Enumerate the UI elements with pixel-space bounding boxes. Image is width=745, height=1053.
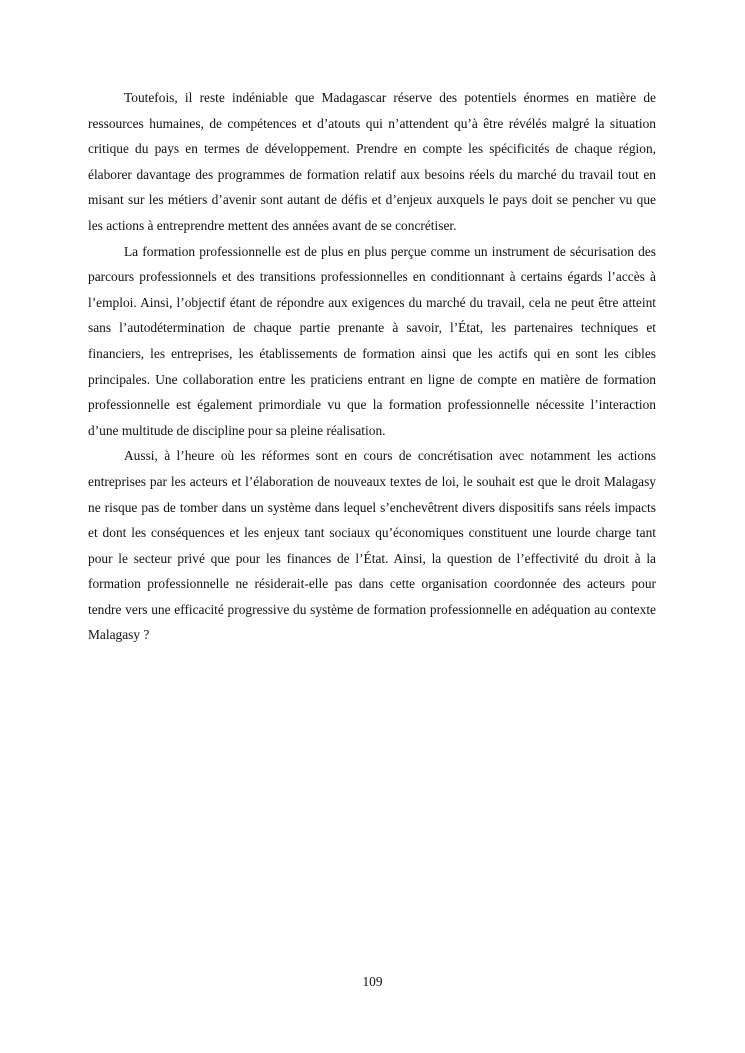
paragraph: Toutefois, il reste indéniable que Madagascar réserve des potentiels énormes en matière de ressources humaines, de compétences et d’atouts qui n’attendent qu’à être révélés malgré la situation critique du pays en termes de développement. Prendre en compte les spécificités de chaque région, élaborer davantage des programmes de formation relatif aux besoins réels du marché du travail tout en misant sur les métiers d’avenir sont autant de défis et d’enjeux auxquels le pays doit se pencher vu que les actions à entreprendre mettent des années avant de se concrétiser. xyxy=(88,90,656,233)
body-text xyxy=(88,85,656,648)
paragraph: Aussi, à l’heure où les réformes sont en cours de concrétisation avec notamment les actions entreprises par les acteurs et l’élaboration de nouveaux textes de loi, le souhait est que le droit Malagasy ne risque pas de tomber dans un système dans lequel s’enchevêtrent divers dispositifs sans réels impacts et dont les conséquences et les enjeux tant sociaux qu’économiques constituent une lourde charge tant pour le secteur privé que pour les finances de l’État. Ainsi, la question de l’effectivité du droit à la formation professionnelle ne résiderait-elle pas dans cette organisation coordonnée des acteurs pour tendre vers une efficacité progressive du système de formation professionnelle en adéquation au contexte Malagasy ? xyxy=(88,448,656,643)
paragraph: La formation professionnelle est de plus en plus perçue comme un instrument de sécurisation des parcours professionnels et des transitions professionnelles en conditionnant à certains égards l’accès à l’emploi. Ainsi, l’objectif étant de répondre aux exigences du marché du travail, cela ne peut être atteint sans l’autodétermination de chaque partie prenante à savoir, l’État, les partenaires techniques et financiers, les entreprises, les établissements de formation ainsi que les actifs qui en sont les cibles principales. Une collaboration entre les praticiens entrant en ligne de compte en matière de formation professionnelle est également primordiale vu que la formation professionnelle nécessite l’interaction d’une multitude de discipline pour sa pleine réalisation. xyxy=(88,243,656,438)
page-number: 109 xyxy=(362,974,383,989)
